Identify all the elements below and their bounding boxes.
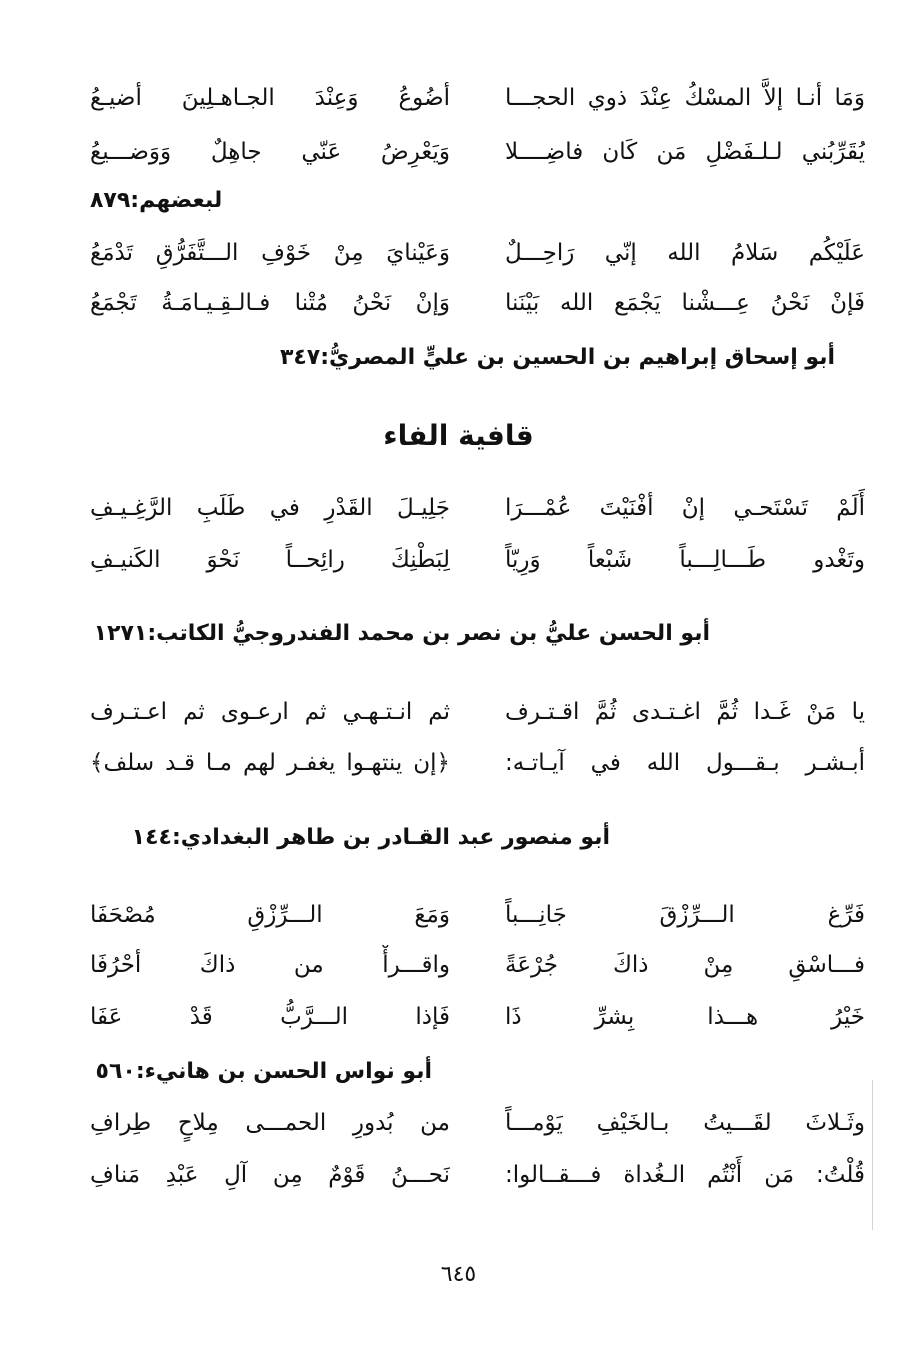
- verse-first-hemistich: أبـشـر بـقـــول الله في آيـاتـه:: [505, 750, 865, 776]
- verse-second-hemistich: وَمَعَ الـــرِّزْقِ مُصْحَفَا: [90, 902, 450, 928]
- poet-heading-text: لبعضهم:٨٧٩: [90, 188, 223, 213]
- verse-first-hemistich: قُلْتُ: مَن أَنْتُم الـغُداة فـــقــالوا:: [505, 1162, 865, 1188]
- verse-first-hemistich: يا مَنْ غَـدا ثُمَّ اغـتـدى ثُمَّ اقـتـرف: [505, 699, 865, 725]
- verse-line: [90, 1155, 865, 1195]
- verse-line: [90, 1103, 865, 1143]
- verse-second-hemistich: ﴿إن ينتهـوا يغفـر لهم مـا قـد سلف﴾: [90, 750, 450, 776]
- verse-second-hemistich: نَحـــنُ قَوْمٌ مِن آلِ عَبْدِ مَنافِ: [90, 1162, 450, 1188]
- verse-first-hemistich: وتَغْدو طَـــالِـــباً شَبْعاً وَرِيّاً: [505, 547, 865, 573]
- poet-heading-text: أبو نواس الحسن بن هانيء:٥٦٠: [95, 1059, 432, 1084]
- verse-second-hemistich: واقـــرأْ من ذاكَ أحْرُفَا: [90, 952, 450, 978]
- verse-second-hemistich: وَعَيْنايَ مِنْ خَوْفِ الـــتَّفَرُّقِ تَدْمَعُ: [90, 240, 450, 266]
- verse-line: [90, 283, 865, 323]
- verse-second-hemistich: فَإذا الـــرَّبُّ قَدْ عَفَا: [90, 1004, 450, 1030]
- verse-first-hemistich: يُقَرِّبُني لـلـفَضْلِ مَن كَان فاضِــــلا: [505, 139, 865, 165]
- verse-line: [90, 997, 865, 1037]
- poet-heading: [90, 1052, 432, 1092]
- verse-first-hemistich: عَلَيْكُم سَلامُ الله إنّي رَاحِـــلٌ: [505, 240, 865, 266]
- verse-line: [90, 895, 865, 935]
- verse-first-hemistich: وَمَا أنـا إلاَّ المسْكُ عِنْدَ ذوي الحجـــا: [505, 85, 865, 111]
- verse-line: [90, 233, 865, 273]
- verse-line: [90, 743, 865, 783]
- scan-edge-line: [872, 1080, 873, 1230]
- verse-second-hemistich: جَلِيـلَ القَدْرِ في طَلَبِ الرَّغِـيـفِ: [90, 495, 450, 521]
- verse-second-hemistich: وَيَعْرِضُ عَنّي جاهِلٌ وَوَضـــيعُ: [90, 139, 450, 165]
- verse-line: [90, 132, 865, 172]
- verse-line: [90, 78, 865, 118]
- verse-line: [90, 488, 865, 528]
- verse-line: [90, 692, 865, 732]
- verse-first-hemistich: أَلَمْ تَسْتَحـي إنْ أفْنَيْتَ عُمْـــرَا: [505, 495, 865, 521]
- verse-second-hemistich: ثم انـتـهـي ثم ارعـوى ثم اعـتـرف: [90, 699, 450, 725]
- poet-heading-text: أبو منصور عبد القـادر بن طاهر البغدادي:١٤٤: [131, 825, 610, 850]
- verse-second-hemistich: أضُوعُ وَعِنْدَ الجـاهـلِينَ أضيـعُ: [90, 85, 450, 111]
- verse-first-hemistich: فـــاسْقِ مِنْ ذاكَ جُرْعَةً: [505, 952, 865, 978]
- poet-heading: [90, 818, 610, 858]
- verse-first-hemistich: فَرِّغ الـــرِّزْقَ جَانِـــباً: [505, 902, 865, 928]
- poet-heading: [90, 614, 710, 654]
- verse-second-hemistich: وَإنْ نَحْنُ مُتْنا فـالـقِـيـامَـةُ تَجْمَعُ: [90, 290, 450, 316]
- section-title: قافية الفاء: [383, 419, 534, 452]
- poet-heading: [90, 181, 865, 221]
- verse-first-hemistich: فَإنْ نَحْنُ عِـــشْنا يَجْمَع الله بَيْنَنا: [505, 290, 865, 316]
- verse-second-hemistich: من بُدورِ الحمـــى مِلاحٍ طِرافِ: [90, 1110, 450, 1136]
- verse-second-hemistich: لِبَطْنِكَ رائِحــاً نَحْوَ الكَنيـفِ: [90, 547, 450, 573]
- verse-line: [90, 540, 865, 580]
- poet-heading-text: أبو إسحاق إبراهيم بن الحسين بن عليٍّ المصريُّ:٣٤٧: [279, 345, 835, 370]
- poet-heading: [90, 338, 835, 378]
- verse-first-hemistich: خَيْرُ هـــذا بِشرِّ ذَا: [505, 1004, 865, 1030]
- page-number: ٦٤٥: [440, 1262, 477, 1287]
- poet-heading-text: أبو الحسن عليُّ بن نصر بن محمد الفندروجيُّ الكاتب:١٢٧١: [93, 621, 710, 646]
- verse-first-hemistich: وثَـلاثَ لقَـــيتُ بـالخَيْفِ يَوْمـــاً: [505, 1110, 865, 1136]
- verse-line: [90, 945, 865, 985]
